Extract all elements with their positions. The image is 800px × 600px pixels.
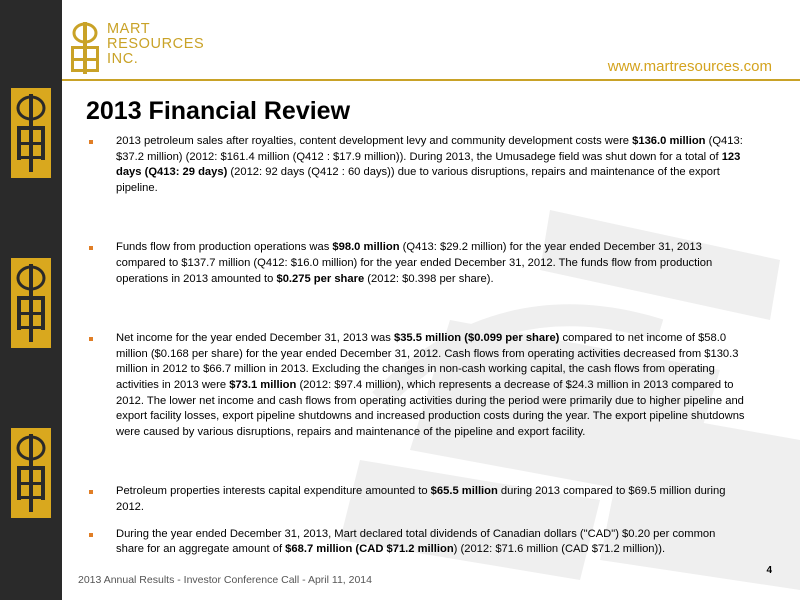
bullet-text: During the year ended December 31, 2013, Mart declared total dividends of Canadian dollars ("CAD") $0.20 per common share for an aggregate amount of <box>116 527 716 556</box>
website-link[interactable]: www.martresources.com <box>607 58 772 75</box>
header-divider <box>62 79 800 81</box>
highlight-figure: $65.5 million <box>430 485 498 498</box>
bullet-text: during 2013 compared to $69.5 million during 2012. <box>116 485 726 513</box>
page-number: 4 <box>766 565 772 576</box>
bullet-text: (Q413: $29.2 million) for the year ended December 31, 2013 compared to $137.7 million (Q412: $16.0 million) for the year ended December 31, 2012. The funds flow from production operations in 2013 amounted to <box>116 241 713 285</box>
logo-emblem-icon <box>11 258 51 348</box>
company-name-line: MART <box>107 21 151 37</box>
bullet-item <box>86 527 746 558</box>
bullet-text: (2012: $97.4 million), which represents a decrease of $24.3 million in 2013 compared to 2012. The lower net income and cash flows from operating activities during the period were primarily due to higher pipeline and export facility losses, export pipeline shutdowns and increased production costs during the year. The export pipeline shutdowns were caused by various disruptions, repairs and maintenance of the pipeline and export facility. <box>116 378 745 438</box>
bullet-item <box>86 240 746 287</box>
company-name-line: RESOURCES <box>107 36 205 52</box>
company-name-line: INC. <box>107 51 139 67</box>
bullet-list <box>86 134 746 558</box>
bullet-text: Net income for the year ended December 31, 2013 was <box>116 332 394 345</box>
highlight-figure: $73.1 million <box>229 378 297 391</box>
bullet-item <box>86 331 746 440</box>
company-logo-icon <box>66 20 104 76</box>
bullet-text: 2013 petroleum sales after royalties, content development levy and community development costs were <box>116 135 633 147</box>
bullet-text: Funds flow from production operations was <box>116 241 333 254</box>
bullet-text: compared to net income of $58.0 million ($0.168 per share) for the year ended December 31, 2012. Cash flows from operating activities decreased from $130.3 million in 2012 to $66.7 million in 2013. Excluding the changes in non-cash working capital, the cash flows from operating activities in 2013 were <box>116 332 739 391</box>
bullet-item <box>86 134 746 196</box>
page-title: 2013 Financial Review <box>86 97 351 125</box>
company-name <box>107 22 204 67</box>
highlight-figure: $98.0 million <box>332 241 400 254</box>
highlight-figure: $0.275 per share <box>276 272 365 285</box>
footer-caption: 2013 Annual Results - Investor Conference Call - April 11, 2014 <box>78 574 372 586</box>
bullet-text: Petroleum properties interests capital expenditure amounted to <box>116 485 431 498</box>
bullet-text: (2012: 92 days (Q412 : 60 days)) due to various disruptions, repairs and maintenance of the export pipeline. <box>116 166 720 194</box>
highlight-figure: $35.5 million ($0.099 per share) <box>393 332 560 345</box>
logo-emblem-icon <box>11 428 51 518</box>
sidebar-band <box>0 0 62 600</box>
highlight-figure: 123 days (Q413: 29 days) <box>116 150 741 179</box>
highlight-figure: $136.0 million <box>632 135 706 147</box>
bullet-item <box>86 484 746 515</box>
highlight-figure: $68.7 million (CAD $71.2 million <box>285 543 454 556</box>
logo-emblem-icon <box>11 88 51 178</box>
bullet-text: (2012: $0.398 per share). <box>364 272 494 285</box>
bullet-text: ) (2012: $71.6 million (CAD $71.2 million)). <box>453 543 666 556</box>
bullet-text: (Q413: $37.2 million) (2012: $161.4 million (Q412 : $17.9 million)). During 2013, the Umusadege field was shut down for a total of <box>116 135 743 163</box>
